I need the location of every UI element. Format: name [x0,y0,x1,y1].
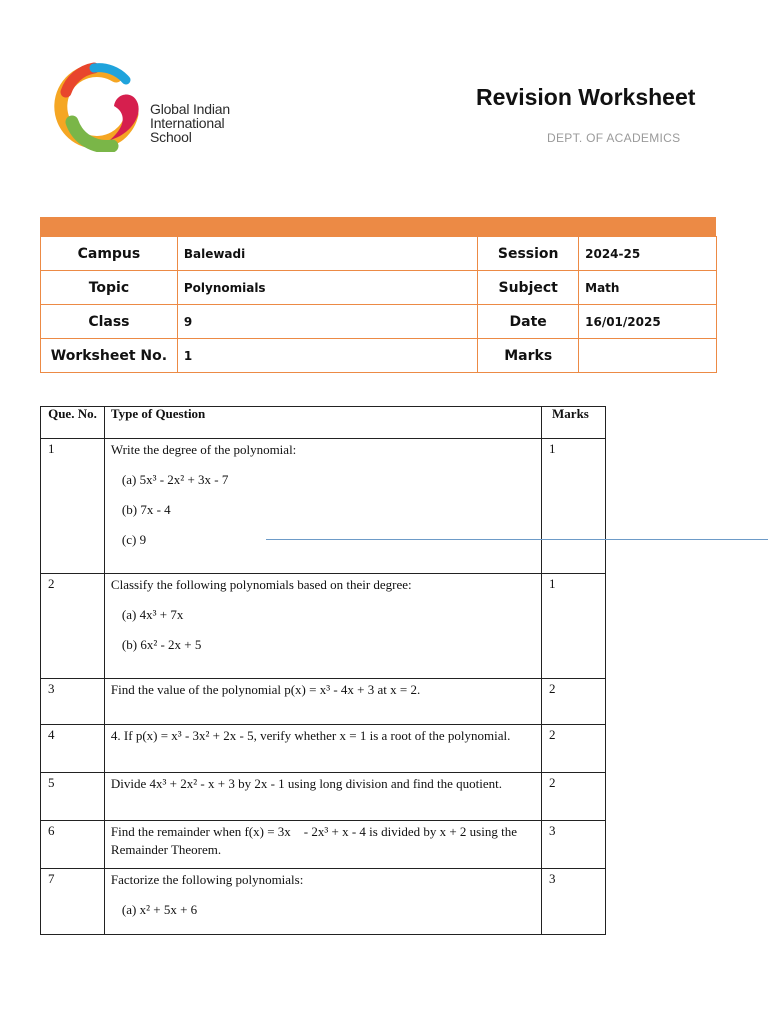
info-label: Campus [41,237,178,271]
questions-header-row [41,407,606,439]
question-cell [104,574,541,679]
question-text: Classify the following polynomials based on their degree: [110,577,412,592]
info-row [41,339,717,373]
question-option: (a) 5x³ - 2x² + 3x - 7 [121,472,229,487]
info-label: Marks [478,339,579,373]
question-cell [104,869,541,935]
header-question-type: Type of Question [104,407,541,439]
question-row [41,574,606,679]
question-cell [104,439,541,574]
question-row [41,821,606,869]
question-number: 6 [41,821,105,869]
header-question-no: Que. No. [41,407,105,439]
question-marks: 3 [542,869,606,935]
question-marks: 2 [542,725,606,773]
info-label: Topic [41,271,178,305]
horizontal-rule [266,539,768,540]
school-name-line: School [150,129,192,145]
question-option: (b) 6x² - 2x + 5 [121,637,202,652]
question-number: 5 [41,773,105,821]
question-row [41,725,606,773]
info-label: Session [478,237,579,271]
info-table [40,236,717,373]
school-name-line: Global Indian [150,101,230,117]
info-value: Math [579,271,717,305]
info-value: 1 [177,339,477,373]
question-marks: 3 [542,821,606,869]
info-row [41,237,717,271]
questions-table [40,406,606,935]
question-row [41,869,606,935]
question-number: 7 [41,869,105,935]
question-option: (a) x² + 5x + 6 [121,902,198,917]
info-label: Date [478,305,579,339]
question-option: (c) 9 [121,532,147,547]
info-value: Polynomials [177,271,477,305]
question-option: (b) 7x - 4 [121,502,171,517]
question-text: 4. If p(x) = x³ - 3x² + 2x - 5, verify whether x = 1 is a root of the polynomial. [104,725,541,773]
school-name-line: International [150,115,225,131]
question-row [41,679,606,725]
department-label: DEPT. OF ACADEMICS [547,131,681,145]
question-number: 2 [41,574,105,679]
info-label: Class [41,305,178,339]
question-row [41,773,606,821]
info-header-bar [40,217,716,236]
info-value: 2024-25 [579,237,717,271]
question-number: 4 [41,725,105,773]
question-marks: 1 [542,439,606,574]
info-value: Balewadi [177,237,477,271]
question-text: Find the value of the polynomial p(x) = x³ - 4x + 3 at x = 2. [104,679,541,725]
school-logo-icon [54,62,150,152]
question-text: Find the remainder when f(x) = 3x - 2x³ + x - 4 is divided by x + 2 using the Remainder Theorem. [104,821,541,869]
question-marks: 2 [542,773,606,821]
info-label: Subject [478,271,579,305]
info-value [579,339,717,373]
question-number: 1 [41,439,105,574]
info-row [41,305,717,339]
header-marks: Marks [542,407,606,439]
question-row [41,439,606,574]
question-marks: 2 [542,679,606,725]
question-option: (a) 4x³ + 7x [121,607,184,622]
info-value: 16/01/2025 [579,305,717,339]
school-name [150,102,230,144]
page-title: Revision Worksheet [476,84,696,110]
info-label: Worksheet No. [41,339,178,373]
question-text: Divide 4x³ + 2x² - x + 3 by 2x - 1 using long division and find the quotient. [104,773,541,821]
info-row [41,271,717,305]
school-logo [54,62,244,152]
question-marks: 1 [542,574,606,679]
question-text: Factorize the following polynomials: [110,872,304,887]
question-text: Write the degree of the polynomial: [110,442,297,457]
question-number: 3 [41,679,105,725]
info-value: 9 [177,305,477,339]
